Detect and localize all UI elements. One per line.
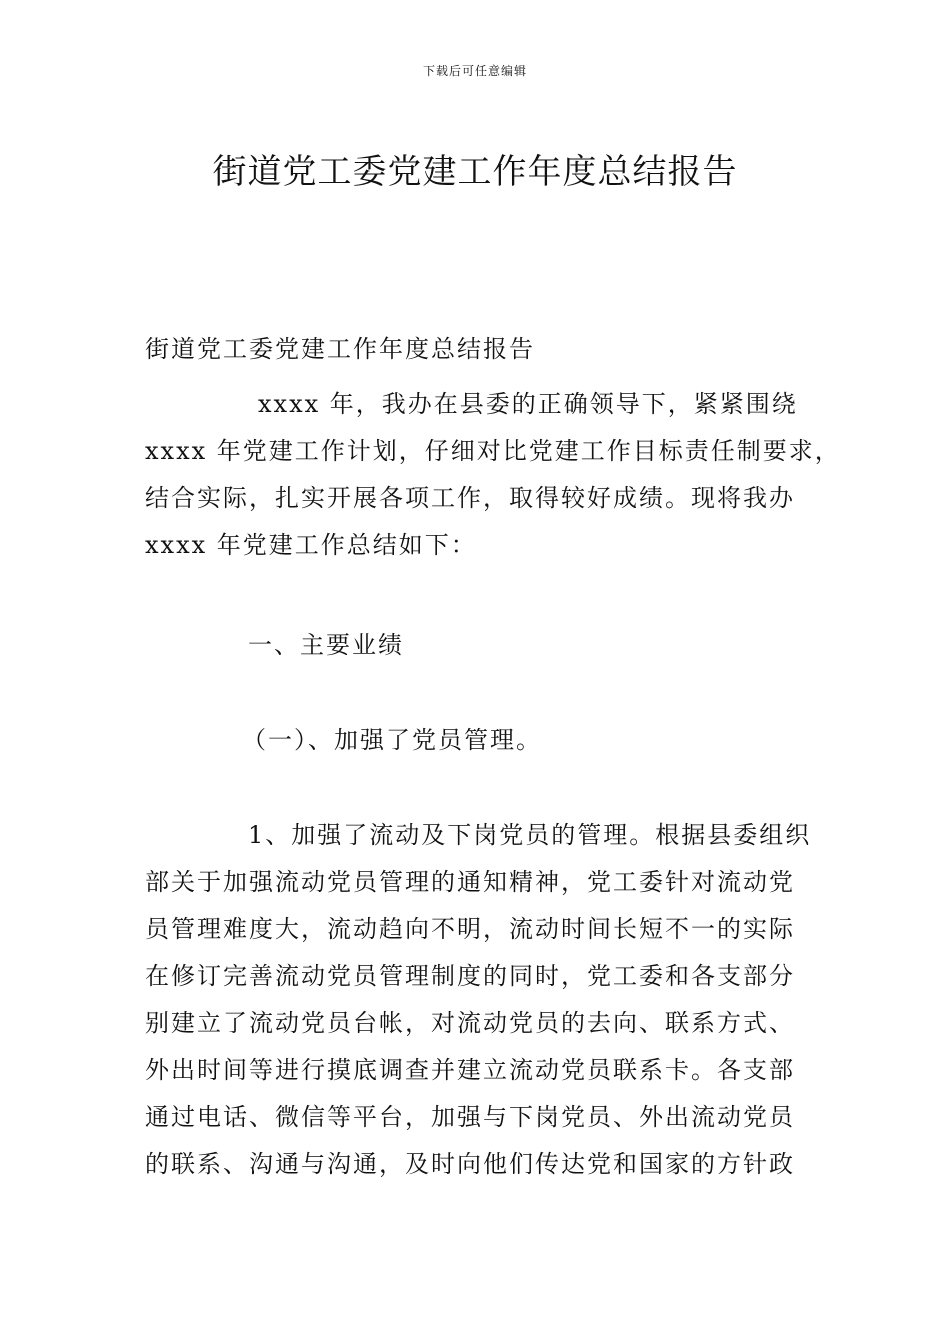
page-title: 街道党工委党建工作年度总结报告 (212, 151, 738, 192)
paragraph-line: 的联系、沟通与沟通，及时向他们传达党和国家的方针政 (145, 1150, 795, 1178)
subsection-title: （一）、加强了党员管理。 (242, 726, 542, 754)
document-subtitle: 街道党工委党建工作年度总结报告 (145, 335, 535, 363)
header-note: 下载后可任意编辑 (422, 64, 527, 78)
intro-line: 结合实际，扎实开展各项工作，取得较好成绩。现将我办 (145, 484, 795, 512)
paragraph-line: 通过电话、微信等平台，加强与下岗党员、外出流动党员 (145, 1103, 795, 1131)
paragraph-line: 1、加强了流动及下岗党员的管理。根据县委组织 (248, 821, 812, 849)
intro-line: xxxx 年党建工作总结如下： (145, 531, 477, 559)
document-body (145, 326, 841, 1188)
paragraph-line: 别建立了流动党员台帐，对流动党员的去向、联系方式、 (145, 1009, 795, 1037)
intro-line: xxxx 年党建工作计划，仔细对比党建工作目标责任制要求， (145, 437, 841, 465)
paragraph-line: 在修订完善流动党员管理制度的同时，党工委和各支部分 (145, 962, 795, 990)
paragraph-line: 外出时间等进行摸底调查并建立流动党员联系卡。各支部 (145, 1056, 795, 1084)
paragraph-line: 部关于加强流动党员管理的通知精神，党工委针对流动党 (145, 868, 795, 896)
paragraph-line: 员管理难度大，流动趋向不明，流动时间长短不一的实际 (145, 915, 795, 943)
intro-line: xxxx 年，我办在县委的正确领导下，紧紧围绕 (258, 390, 798, 418)
section-title: 一、主要业绩 (248, 631, 404, 659)
